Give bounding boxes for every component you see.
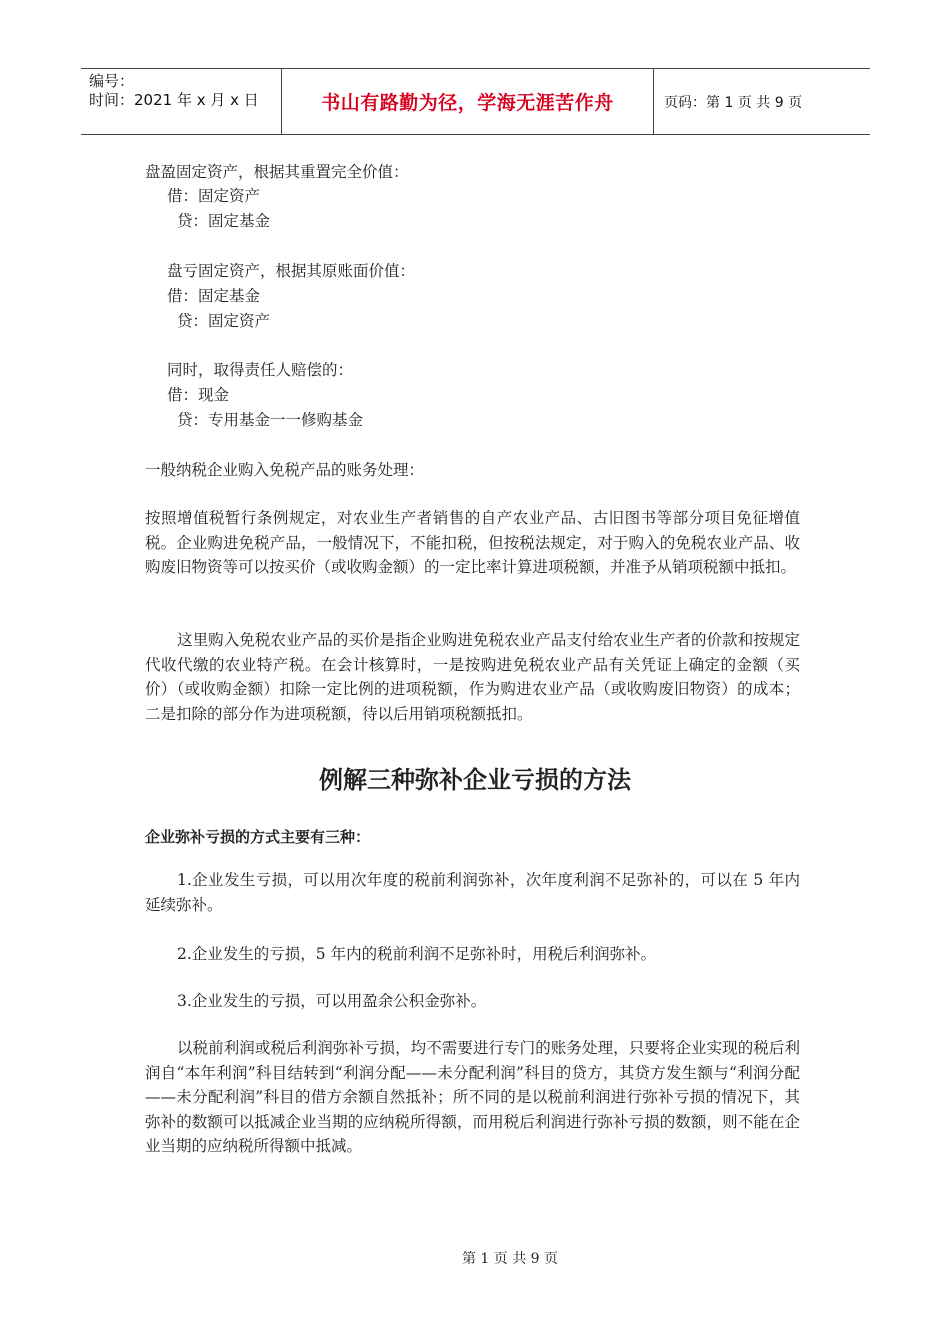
article-title: 例解三种弥补企业亏损的方法 xyxy=(319,766,631,794)
method-item-1: 1.企业发生亏损，可以用次年度的税前利润弥补，次年度利润不足弥补的，可以在 5 年内延续弥补。 xyxy=(145,871,800,914)
surplus-debit: 借：固定资产 xyxy=(167,187,261,205)
compensation-debit: 借：现金 xyxy=(167,386,230,404)
number-label: 编号： xyxy=(89,72,135,90)
surplus-credit: 贷：固定基金 xyxy=(177,212,271,230)
compensation-title: 同时，取得责任人赔偿的： xyxy=(167,361,354,379)
loss-credit: 贷：固定资产 xyxy=(177,312,271,330)
header-meta xyxy=(81,69,281,134)
document-header xyxy=(81,68,870,135)
taxfree-paragraph-1: 按照增值税暂行条例规定，对农业生产者销售的自产农业产品、古旧图书等部分项目免征增值税。企业购进免税产品，一般情况下，不能扣税，但按税法规定，对于购入的免税农业产品、收购废旧物资等可以按买价（或收购金额）的一定比率计算进项税额，并准予从销项税额中抵扣。 xyxy=(145,509,800,576)
taxfree-paragraph-2: 这里购入免税农业产品的买价是指企业购进免税农业产品支付给农业生产者的价款和按规定代收代缴的农业特产税。在会计核算时，一是按购进免税农业产品有关凭证上确定的金额（买价）（或收购金额）扣除一定比例的进项税额，作为购进农业产品（或收购废旧物资）的成本；二是扣除的部分作为进项税额，待以后用销项税额抵扣。 xyxy=(145,631,800,723)
compensation-credit: 贷：专用基金一一修购基金 xyxy=(177,411,364,429)
surplus-title: 盘盈固定资产，根据其重置完全价值： xyxy=(145,163,409,181)
page-footer: 第 1 页 共 9 页 xyxy=(461,1251,559,1267)
taxfree-title: 一般纳税企业购入免税产品的账务处理： xyxy=(145,461,425,479)
conclusion-paragraph: 以税前利润或税后利润弥补亏损，均不需要进行专门的账务处理，只要将企业实现的税后利润自“本年利润”科目结转到“利润分配——未分配利润”科目的贷方，其贷方发生额与“利润分配——未分配利润”科目的借方余额自然抵补；所不同的是以税前利润进行弥补亏损的情况下，其弥补的数额可以抵减企业当期的应纳税所得额，而用税后利润进行弥补亏损的数额，则不能在企业当期的应纳税所得额中抵减。 xyxy=(145,1039,800,1155)
time-label: 时间：2021 年 x 月 x 日 xyxy=(89,91,259,109)
header-motto: 书山有路勤为径，学海无涯苦作舟 xyxy=(321,92,614,114)
loss-debit: 借：固定基金 xyxy=(167,287,261,305)
header-page-info: 页码：第 1 页 共 9 页 xyxy=(664,94,803,111)
loss-title: 盘亏固定资产，根据其原账面价值： xyxy=(167,262,416,280)
header-motto-cell xyxy=(281,69,654,134)
article-subhead: 企业弥补亏损的方式主要有三种： xyxy=(145,828,371,846)
method-item-3: 3.企业发生的亏损，可以用盈余公积金弥补。 xyxy=(177,992,487,1010)
method-item-2: 2.企业发生的亏损，5 年内的税前利润不足弥补时，用税后利润弥补。 xyxy=(177,945,657,963)
